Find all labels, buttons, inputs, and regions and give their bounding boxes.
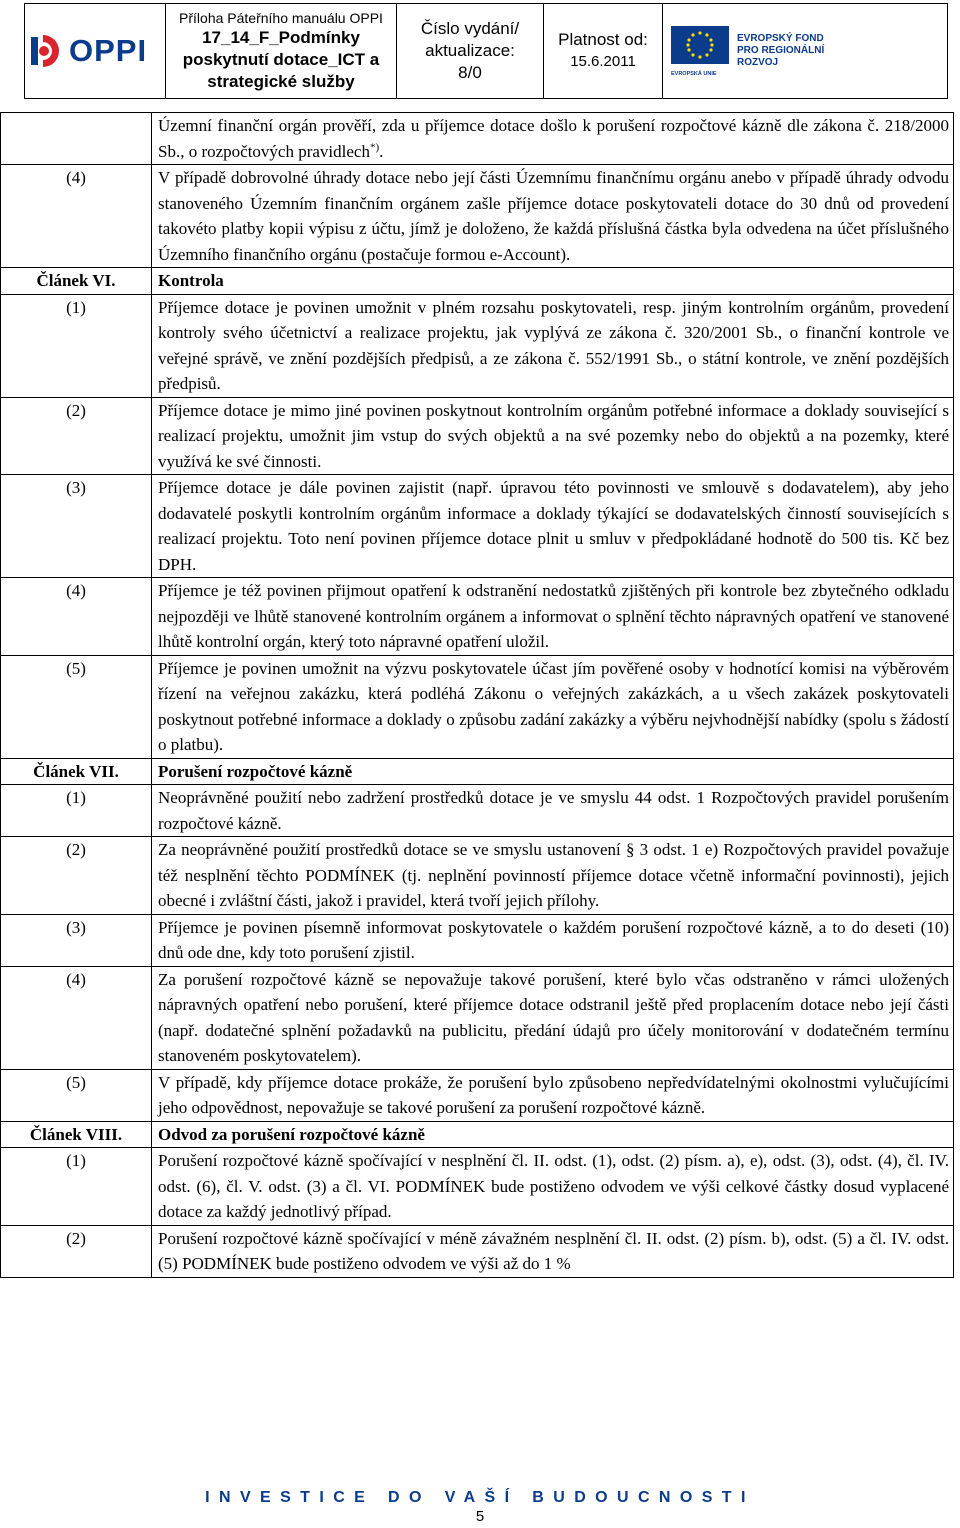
row-text: Příjemce je též povinen přijmout opatření k odstranění nedostatků zjištěných při kontrole bez zbytečného odkladu nejpozději ve lhůtě stanovené kontrolním orgánem a informovat o splnění těchto nápravných opatření ve stanovené lhůtě kontrolní orgán, který toto nápravné opatření uložil. bbox=[152, 578, 954, 656]
row-number: (4) bbox=[1, 966, 152, 1069]
table-row bbox=[1, 578, 954, 656]
row-text: Porušení rozpočtové kázně spočívající v méně závažném nesplnění čl. II. odst. (2) písm. b), odst. (5) a čl. IV. odst. (5) PODMÍNEK bude postiženo odvodem ve výši až do 1 % bbox=[152, 1225, 954, 1277]
issue-value: 8/0 bbox=[458, 63, 482, 82]
validity-value: 15.6.2011 bbox=[570, 53, 636, 70]
table-row bbox=[1, 165, 954, 268]
oppi-logo-text: OPPI bbox=[69, 33, 148, 68]
article-number: Článek VI. bbox=[1, 268, 152, 295]
table-row bbox=[1, 113, 954, 165]
article-title: Porušení rozpočtové kázně bbox=[152, 758, 954, 785]
eu-fund-line-2: PRO REGIONÁLNÍ bbox=[737, 45, 825, 56]
articles-table bbox=[0, 112, 954, 1278]
row-text: Neoprávněné použití nebo zadržení prostředků dotace je ve smyslu 44 odst. 1 Rozpočtových pravidel porušením rozpočtové kázně. bbox=[152, 785, 954, 837]
row-text: Porušení rozpočtové kázně spočívající v nesplnění čl. II. odst. (1), odst. (2) písm. a), e), odst. (3), odst. (4), čl. IV. odst. (6), čl. V. odst. (3) a čl. VI. PODMÍNEK bude postiženo odvodem ve výši celkové částky dosud vyplacené dotace za každý jednotlivý případ. bbox=[152, 1148, 954, 1226]
article-title: Odvod za porušení rozpočtové kázně bbox=[152, 1121, 954, 1148]
table-row bbox=[1, 294, 954, 397]
oppi-logo-cell bbox=[25, 4, 166, 99]
document-body bbox=[0, 112, 960, 1278]
table-row bbox=[1, 914, 954, 966]
table-row bbox=[1, 655, 954, 758]
table-row bbox=[1, 837, 954, 915]
document-title: 17_14_F_Podmínky poskytnutí dotace_ICT a strategické služby bbox=[182, 27, 380, 91]
eu-flag-icon bbox=[671, 26, 729, 64]
table-row bbox=[1, 475, 954, 578]
article-heading-row bbox=[1, 1121, 954, 1148]
row-number: (1) bbox=[1, 785, 152, 837]
row-number: (1) bbox=[1, 1148, 152, 1226]
row-text: Příjemce dotace je povinen umožnit v plném rozsahu poskytovateli, resp. jiným kontrolním orgánům, provedení kontroly svého účetnictví a realizace projektu, jak vyplývá ze zákona č. 320/2001 Sb., o finanční kontrole ve veřejné správě, ve znění pozdějších předpisů, a ze zákona č. 552/1991 Sb., o státní kontrole, ve znění pozdějších předpisů. bbox=[152, 294, 954, 397]
eu-flag-label: EVROPSKÁ UNIE bbox=[671, 70, 717, 77]
table-row bbox=[1, 966, 954, 1069]
row-number: (3) bbox=[1, 475, 152, 578]
validity-label: Platnost od: bbox=[558, 30, 648, 49]
eu-fund-text bbox=[737, 33, 824, 69]
row-text: Za neoprávněné použití prostředků dotace se ve smyslu ustanovení § 3 odst. 1 e) Rozpočtových pravidel považuje též nesplnění těchto PODMÍNEK (tj. neplnění povinností příjemce dotace včetně informační povinnosti), jejich obecné i zvláštní části, jakož i pravidel, která tvoří jejich přílohy. bbox=[152, 837, 954, 915]
row-text: V případě dobrovolné úhrady dotace nebo její části Územnímu finančnímu orgánu anebo v případě úhrady odvodu stanoveného Územním finančním orgánem zašle příjemce dotace poskytovateli dotace do 30 dnů od provedení takovéto platby kopii výpisu z účtu, jímž je doloženo, že každá příslušná částka byla odvedena na účet příslušného Územního finančního orgánu (postačuje formou e-Account). bbox=[152, 165, 954, 268]
document-header bbox=[24, 3, 948, 99]
table-row bbox=[1, 1225, 954, 1277]
row-text: Příjemce dotace je mimo jiné povinen poskytnout kontrolním orgánům potřebné informace a doklady související s realizací projektu, umožnit jim vstup do svých objektů a na své pozemky nebo do objektů a na pozemky, které využívá ke své činnosti. bbox=[152, 397, 954, 475]
article-heading-row bbox=[1, 268, 954, 295]
oppi-logo bbox=[25, 33, 165, 69]
article-number: Článek VIII. bbox=[1, 1121, 152, 1148]
row-number: (2) bbox=[1, 837, 152, 915]
row-number: (2) bbox=[1, 1225, 152, 1277]
row-number: (3) bbox=[1, 914, 152, 966]
eu-fund-line-3: ROZVOJ bbox=[737, 57, 779, 68]
oppi-logo-icon bbox=[31, 33, 63, 69]
row-number: (4) bbox=[1, 578, 152, 656]
article-number: Článek VII. bbox=[1, 758, 152, 785]
row-text: V případě, kdy příjemce dotace prokáže, že porušení bylo způsobeno nepředvídatelnými okolnostmi vylučujícími jeho odpovědnost, nepovažuje se takové porušení za porušení rozpočtové kázně. bbox=[152, 1069, 954, 1121]
article-title: Kontrola bbox=[152, 268, 954, 295]
issue-label: Číslo vydání/ aktualizace: bbox=[420, 19, 520, 60]
row-number: (2) bbox=[1, 397, 152, 475]
row-text: Příjemce dotace je dále povinen zajistit (např. úpravou této povinnosti ve smlouvě s dodavatelem), aby jeho dodavatelé poskytli kontrolním orgánům informace a doklady týkající se dodavatelských činností souvisejících s realizací projektu. Toto není povinen příjemce dotace plnit u smluv v předpokládané hodnotě do 500 tis. Kč bez DPH. bbox=[152, 475, 954, 578]
table-row bbox=[1, 1148, 954, 1226]
row-number: (5) bbox=[1, 655, 152, 758]
footer-slogan: INVESTICE DO VAŠÍ BUDOUCNOSTI bbox=[205, 1489, 755, 1506]
validity-cell bbox=[544, 4, 663, 99]
row-text: Příjemce je povinen písemně informovat poskytovatele o každém porušení rozpočtové kázně, a to do deseti (10) dnů ode dne, kdy toto porušení zjistil. bbox=[152, 914, 954, 966]
table-row bbox=[1, 785, 954, 837]
row-text: Územní finanční orgán prověří, zda u příjemce dotace došlo k porušení rozpočtové kázně dle zákona č. 218/2000 Sb., o rozpočtových pravidlech*). bbox=[152, 113, 954, 165]
document-prefix: Příloha Páteřního manuálu OPPI bbox=[179, 9, 383, 26]
table-row bbox=[1, 1069, 954, 1121]
row-number bbox=[1, 113, 152, 165]
eu-logo bbox=[663, 26, 947, 77]
eu-fund-line-1: EVROPSKÝ FOND bbox=[737, 33, 824, 44]
document-title-cell bbox=[166, 4, 397, 99]
row-number: (5) bbox=[1, 1069, 152, 1121]
row-number: (1) bbox=[1, 294, 152, 397]
page-number: 5 bbox=[475, 1508, 485, 1525]
row-text: Za porušení rozpočtové kázně se nepovažuje takové porušení, které bylo včas odstraněno v rámci uložených nápravných opatření nebo porušení, které příjemce dotace odstranil ještě před proplacením dotace nebo její části (např. dodatečné splnění požadavků na publicitu, předání údajů pro účely monitorování v dodatečném termínu stanoveném poskytovatelem). bbox=[152, 966, 954, 1069]
row-number: (4) bbox=[1, 165, 152, 268]
article-heading-row bbox=[1, 758, 954, 785]
row-text: Příjemce je povinen umožnit na výzvu poskytovatele účast jím pověřené osoby v hodnotící komisi na výběrovém řízení na veřejnou zakázku, která podléhá Zákonu o veřejných zakázkách, a u všech zakázek poskytovateli poskytnout potřebné informace a doklady o způsobu zadání zakázky a výběru nejvhodnější nabídky (spolu s žádostí o platbu). bbox=[152, 655, 954, 758]
eu-logo-cell bbox=[663, 4, 948, 99]
table-row bbox=[1, 397, 954, 475]
issue-cell bbox=[397, 4, 544, 99]
